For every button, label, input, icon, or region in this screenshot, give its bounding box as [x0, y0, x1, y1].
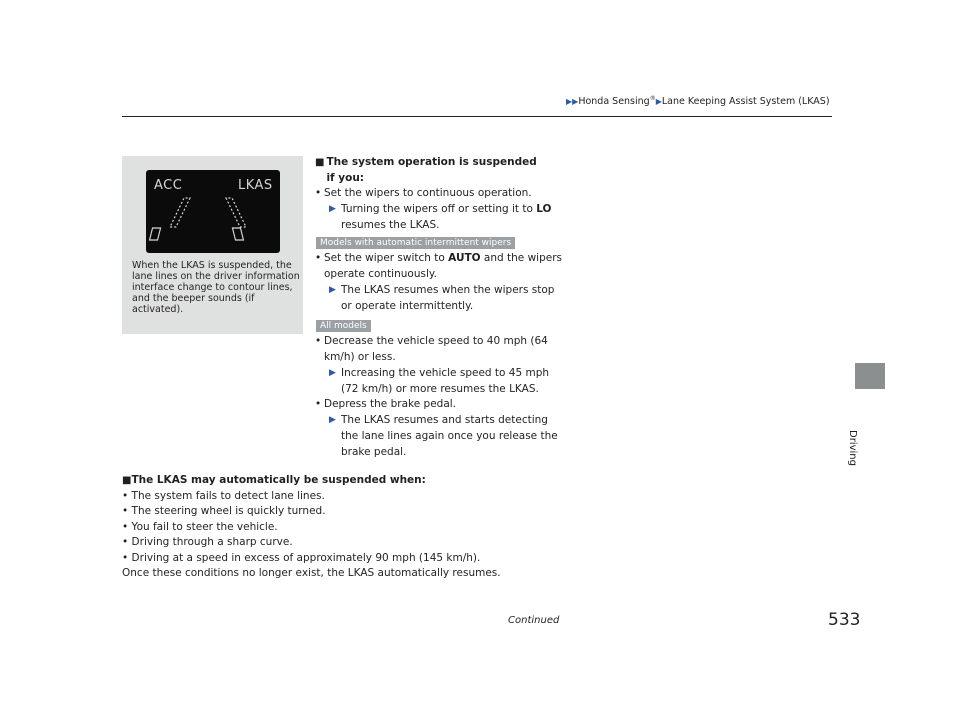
info-box-caption: When the LKAS is suspended, the lane lines on the driver information interface change to contour lines, and the beeper sounds (if activated). — [132, 260, 300, 315]
bullet-bold: AUTO — [448, 252, 481, 264]
section1-heading — [315, 154, 565, 186]
lkas-indicator: LKAS — [238, 178, 273, 193]
chapter-label: Driving — [847, 430, 858, 466]
bullet-text-end: and the wipers operate continuously. — [324, 252, 563, 280]
arrow-icon: ▶ — [329, 368, 336, 378]
closing-text: Once these conditions no longer exist, the LKAS automatically resumes. — [122, 567, 501, 579]
breadcrumb — [566, 95, 830, 107]
lane-lines-icon — [146, 170, 280, 253]
breadcrumb-item-lkas: Lane Keeping Assist System (LKAS) — [661, 96, 830, 108]
triangle-icon: ▶ — [655, 97, 662, 107]
arrow-icon: ▶ — [329, 204, 336, 214]
chapter-tab — [855, 363, 885, 389]
list-item: • The steering wheel is quickly turned. — [122, 505, 326, 517]
square-bullet-icon: ■ — [315, 157, 325, 168]
acc-indicator: ACC — [154, 178, 183, 193]
list-item: • Driving at a speed in excess of approximately 90 mph (145 km/h). — [122, 551, 481, 564]
registered-mark: ® — [649, 95, 656, 102]
bullet-text: Depress the brake pedal. — [324, 398, 457, 410]
breadcrumb-item-honda-sensing: Honda Sensing — [578, 96, 650, 108]
list-item: • Driving through a sharp curve. — [122, 536, 293, 548]
bullet-text: The system fails to detect lane lines. — [131, 489, 325, 502]
list-item: • You fail to steer the vehicle. — [122, 520, 278, 533]
sub-bold: LO — [536, 203, 552, 215]
page-number: 533 — [828, 610, 861, 630]
bullet-text: Driving at a speed in excess of approximately 90 mph (145 km/h). — [131, 551, 481, 564]
triangle-icon: ▶▶ — [566, 97, 579, 107]
section1-heading-text: The system operation is suspended if you: — [326, 156, 537, 184]
list-item: • Set the wiper switch to AUTO and the wipers operate continuously. ▶ The LKAS resumes when the wipers stop or operate intermittently. — [315, 252, 563, 312]
model-tag: Models with automatic intermittent wipers — [316, 237, 515, 249]
list-item: • Set the wipers to continuous operation. ▶ Turning the wipers off or setting it to LO resumes the LKAS. — [315, 185, 565, 233]
driver-info-display-image — [146, 170, 280, 253]
sub-text: Turning the wipers off or setting it to — [341, 203, 537, 215]
list-item: • Decrease the vehicle speed to 40 mph (64 km/h) or less. ▶ Increasing the vehicle speed to 45 mph (72 km/h) or more resumes the LKAS. — [315, 333, 565, 397]
bullet-text: The steering wheel is quickly turned. — [131, 505, 326, 517]
section2-heading: The LKAS may automatically be suspended when: — [131, 474, 426, 486]
header-rule — [122, 116, 832, 117]
continued-label: Continued — [508, 615, 560, 626]
arrow-icon: ▶ — [329, 415, 336, 425]
model-tag: All models — [316, 320, 371, 332]
sub-text: The LKAS resumes and starts detecting the lane lines again once you release the brake pedal. — [341, 414, 558, 458]
sub-text: The LKAS resumes when the wipers stop or operate intermittently. — [341, 284, 555, 312]
section2 — [122, 473, 682, 582]
bullet-text: Driving through a sharp curve. — [131, 536, 293, 548]
bullet-text: Set the wiper switch to — [324, 252, 449, 264]
bullet-text: Decrease the vehicle speed to 40 mph (64 km/h) or less. — [324, 335, 548, 363]
bullet-text: Set the wipers to continuous operation. — [324, 187, 532, 199]
list-item: • Depress the brake pedal. ▶ The LKAS resumes and starts detecting the lane lines again once you release the brake pedal. — [315, 396, 565, 460]
list-item: • The system fails to detect lane lines. — [122, 489, 325, 502]
sub-text-end: resumes the LKAS. — [341, 219, 440, 231]
sub-text: Increasing the vehicle speed to 45 mph (72 km/h) or more resumes the LKAS. — [341, 367, 550, 395]
square-bullet-icon: ■ — [122, 475, 132, 486]
bullet-text: You fail to steer the vehicle. — [131, 520, 278, 533]
arrow-icon: ▶ — [329, 285, 336, 295]
